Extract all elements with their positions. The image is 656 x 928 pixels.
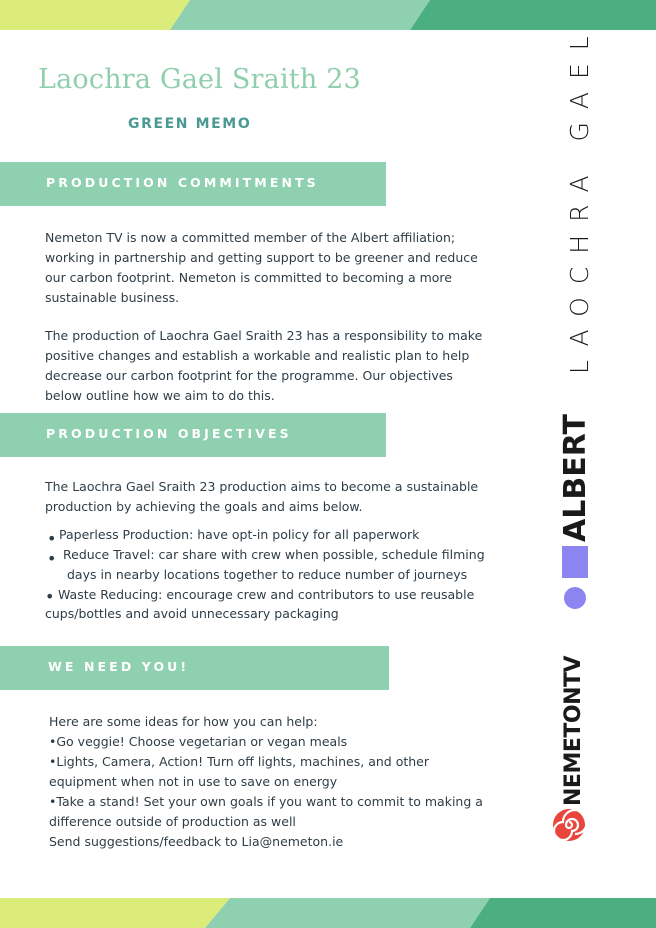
objective-bullet-travel-line1: Reduce Travel: car share with crew when possible, schedule filming: [63, 547, 485, 562]
section-heading-commitments: PRODUCTION COMMITMENTS: [46, 175, 319, 190]
albert-wordmark: ALBERT: [558, 414, 593, 542]
objective-bullet-dot: •: [47, 529, 57, 548]
text-line: positive changes and establish a workable and realistic plan to help: [45, 348, 470, 363]
section-bar-need-you: [0, 646, 389, 690]
memo-subtitle: GREEN MEMO: [128, 116, 252, 132]
need-you-list: [49, 712, 483, 852]
section-heading-need-you: WE NEED YOU!: [48, 659, 190, 674]
objective-bullet-dot: •: [45, 587, 55, 606]
text-line: below outline how we aim to do this.: [45, 388, 275, 403]
text-line: •Lights, Camera, Action! Turn off lights, machines, and other: [49, 754, 429, 769]
text-line: •Take a stand! Set your own goals if you want to commit to making a: [49, 794, 483, 809]
objectives-intro: [45, 477, 478, 517]
text-line: The Laochra Gael Sraith 23 production aims to become a sustainable: [45, 479, 479, 494]
text-line: Here are some ideas for how you can help:: [49, 714, 318, 729]
commitments-paragraph-2: [45, 326, 482, 406]
text-line: production by achieving the goals and aims below.: [45, 499, 363, 514]
text-line: difference outside of production as well: [49, 814, 296, 829]
commitments-paragraph-1: [45, 228, 478, 308]
text-line: The production of Laochra Gael Sraith 23 has a responsibility to make: [45, 328, 483, 343]
objective-bullet-waste-line1: Waste Reducing: encourage crew and contributors to use reusable: [58, 587, 475, 602]
albert-square-icon: [562, 546, 588, 578]
nemeton-tv-wordmark: NEMETONTV: [561, 655, 586, 806]
text-line: decrease our carbon footprint for the programme. Our objectives: [45, 368, 453, 383]
objective-bullet-paperless: Paperless Production: have opt-in policy for all paperwork: [59, 527, 420, 542]
top-decorative-band: [0, 0, 656, 30]
text-line: sustainable business.: [45, 290, 180, 305]
section-heading-objectives: PRODUCTION OBJECTIVES: [46, 426, 292, 441]
objective-bullet-travel-line2: days in nearby locations together to reduce number of journeys: [67, 567, 468, 582]
section-bar-commitments: [0, 162, 386, 206]
text-line: our carbon footprint. Nemeton is committed to becoming a more: [45, 270, 452, 285]
memo-title: Laochra Gael Sraith 23: [38, 64, 361, 95]
text-line: Nemeton TV is now a committed member of the Albert affiliation;: [45, 230, 456, 245]
text-line: Send suggestions/feedback to Lia@nemeton.ie: [49, 834, 344, 849]
objective-bullet-dot: •: [47, 549, 57, 568]
bottom-decorative-band: [0, 898, 656, 928]
text-line: •Go veggie! Choose vegetarian or vegan meals: [49, 734, 348, 749]
text-line: working in partnership and getting support to be greener and reduce: [45, 250, 478, 265]
albert-circle-icon: [564, 587, 586, 609]
text-line: equipment when not in use to save on energy: [49, 774, 338, 789]
section-bar-objectives: [0, 413, 386, 457]
objective-bullet-waste-line2: cups/bottles and avoid unnecessary packaging: [45, 606, 339, 621]
laochra-gael-logo: LAOCHRA GAEL: [565, 23, 594, 374]
nemeton-spiral-icon: [552, 808, 586, 842]
